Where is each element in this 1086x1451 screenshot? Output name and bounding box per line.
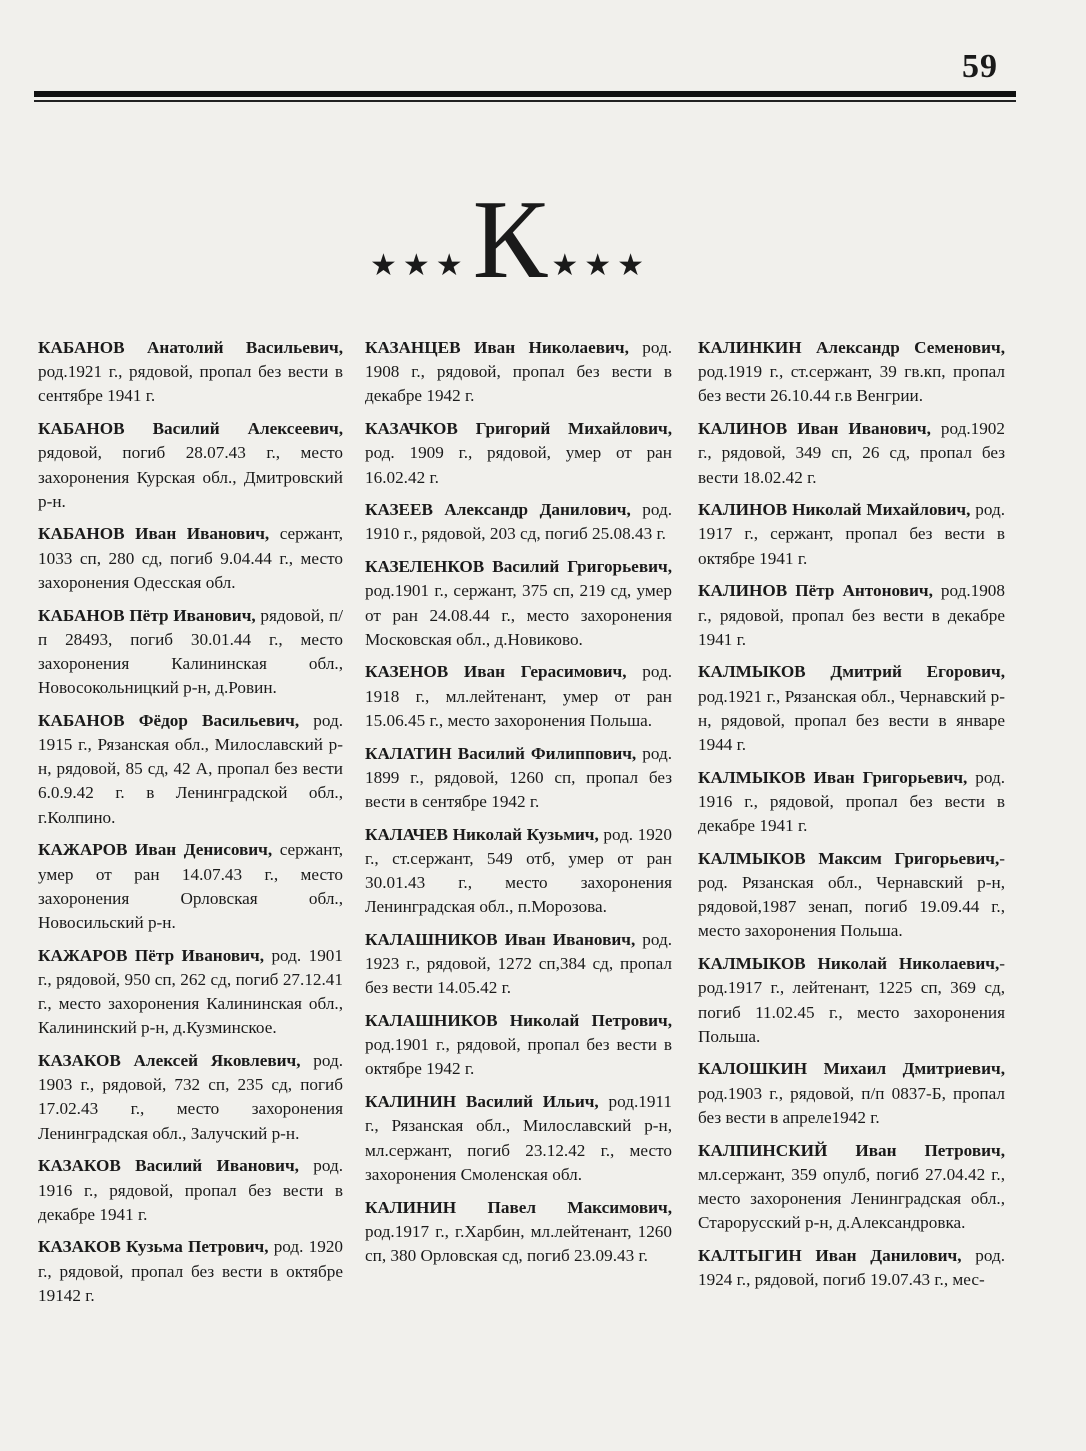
person-name: КАЛАЧЕВ Николай Кузьмич, [365, 824, 599, 844]
person-name: КАЖАРОВ Пётр Иванович, [38, 945, 265, 965]
page-number: 59 [962, 48, 998, 85]
list-item [698, 1244, 1005, 1292]
list-item [365, 1090, 672, 1187]
person-details: -род. Рязанская обл., Чернавский р-н, рядовой,1987 зенап, погиб 19.09.44 г., место захоронения Польша. [698, 848, 1005, 941]
person-name: КАЗАКОВ Кузьма Петрович, [38, 1237, 269, 1257]
person-name: КАЛАШНИКОВ Иван Иванович, [365, 929, 636, 949]
list-item [698, 660, 1005, 757]
list-item [698, 1139, 1005, 1236]
header-rule [34, 91, 1016, 97]
person-details: род.1901 г., сержант, 375 сп, 219 сд, умер от ран 24.08.44 г., место захоронения Московская обл., д.Новиково. [365, 581, 672, 649]
stars-right-icon: ★★★ [551, 249, 651, 282]
person-details: род.1901 г., рядовой, пропал без вести в октябре 1942 г. [365, 1035, 672, 1079]
list-item [365, 823, 672, 920]
list-item [38, 336, 343, 409]
person-details: рядовой, п/п 28493, погиб 30.01.44 г., место захоронения Калининская обл., Новосокольницкий р-н, д.Ровин. [38, 605, 343, 698]
person-details: род.1921 г., Рязанская обл., Чернавский р-н, рядовой, пропал без вести в январе 1944 г. [698, 686, 1005, 755]
person-details: род. 1920 г., ст.сержант, 549 отб, умер от ран 30.01.43 г., место захоронения Ленинградская обл., п.Морозова. [365, 824, 672, 917]
person-name: КАЗЕЛЕНКОВ Василий Григорьевич, [365, 557, 672, 577]
list-item [38, 1049, 343, 1146]
list-item [365, 1196, 672, 1269]
person-name: КАЛОШКИН Михаил Дмитриевич, [698, 1059, 1005, 1079]
person-details: род.1903 г., рядовой, п/п 0837-Б, пропал без вести в апреле1942 г. [698, 1083, 1005, 1127]
letter-heading [340, 178, 680, 302]
list-item [38, 604, 343, 701]
list-item [698, 336, 1005, 409]
person-name: КАЛМЫКОВ Максим Григорьевич, [698, 848, 1000, 868]
person-details: -род.1917 г., лейтенант, 1225 сп, 369 сд, погиб 11.02.45 г., место захоронения Польша. [698, 954, 1005, 1046]
list-item [365, 742, 672, 815]
column-2 [365, 336, 672, 1277]
list-item [698, 579, 1005, 652]
person-details: мл.сержант, 359 опулб, погиб 27.04.42 г., место захоронения Ленинградская обл., Старорусский р-н, д.Александровка. [698, 1164, 1005, 1233]
person-details: сержант, 1033 сп, 280 сд, погиб 9.04.44 г., место захоронения Одесская обл. [38, 524, 343, 592]
person-name: КАЛМЫКОВ Николай Николаевич, [698, 954, 1000, 974]
list-item [365, 660, 672, 733]
person-details: рядовой, погиб 28.07.43 г., место захоронения Курская обл., Дмитровский р-н. [38, 443, 343, 511]
person-name: КАЛИНОВ Пётр Антонович, [698, 581, 933, 601]
stars-left-icon: ★★★ [369, 249, 469, 282]
person-details: род. 1899 г., рядовой, 1260 сп, пропал без вести в сентябре 1942 г. [365, 743, 672, 811]
person-name: КАЗАКОВ Василий Иванович, [38, 1156, 299, 1176]
person-details: род.1902 г., рядовой, 349 сп, 26 сд, пропал без вести 18.02.42 г. [698, 419, 1005, 487]
person-details: род. 1910 г., рядовой, 203 сд, погиб 25.08.43 г. [365, 500, 672, 544]
person-name: КАЛИНОВ Иван Иванович, [698, 419, 931, 439]
list-item [365, 928, 672, 1001]
person-details: род. 1916 г., рядовой, пропал без вести в декабре 1941 г. [38, 1156, 343, 1224]
person-name: КАЗЕЕВ Александр Данилович, [365, 500, 631, 520]
list-item [38, 838, 343, 935]
person-details: род. 1909 г., рядовой, умер от ран 16.02.42 г. [365, 443, 672, 487]
column-1 [38, 336, 343, 1317]
list-item [38, 522, 343, 595]
list-item [38, 417, 343, 514]
list-item [698, 498, 1005, 571]
header-rule-thin [34, 100, 1016, 102]
person-name: КАБАНОВ Фёдор Васильевич, [38, 710, 300, 730]
person-details: род. 1923 г., рядовой, 1272 сп,384 сд, пропал без вести 14.05.42 г. [365, 929, 672, 998]
person-details: род. 1908 г., рядовой, пропал без вести в декабре 1942 г. [365, 338, 672, 406]
list-item [698, 952, 1005, 1049]
person-details: род.1911 г., Рязанская обл., Милославский р-н, мл.сержант, погиб 23.12.42 г., место захоронения Смоленская обл. [365, 1092, 672, 1184]
list-item [38, 1235, 343, 1308]
person-details: род. 1915 г., Рязанская обл., Милославский р-н, рядовой, 85 сд, 42 А, пропал без вести 6.0.9.42 г. в Ленинградской обл., г.Колпино. [38, 710, 343, 827]
person-name: КАЛИНОВ Николай Михайлович, [698, 500, 971, 520]
person-name: КАЛМЫКОВ Дмитрий Егорович, [698, 662, 1005, 682]
list-item [698, 847, 1005, 944]
person-details: род. 1917 г., сержант, пропал без вести в октябре 1941 г. [698, 500, 1005, 568]
list-item [38, 709, 343, 830]
person-details: род.1919 г., ст.сержант, 39 гв.кп, пропал без вести 26.10.44 г.в Венгрии. [698, 362, 1005, 406]
person-name: КАЖАРОВ Иван Денисович, [38, 840, 273, 860]
person-name: КАЗАКОВ Алексей Яковлевич, [38, 1050, 301, 1070]
list-item [38, 944, 343, 1041]
person-name: КАЛМЫКОВ Иван Григорьевич, [698, 767, 968, 787]
person-name: КАЛТЫГИН Иван Данилович, [698, 1245, 962, 1265]
person-details: род.1921 г., рядовой, пропал без вести в сентябре 1941 г. [38, 362, 343, 406]
person-details: род. 1924 г., рядовой, погиб 19.07.43 г., мес- [698, 1245, 1005, 1290]
person-name: КАЛИНИН Павел Максимович, [365, 1197, 672, 1217]
person-name: КАЛАШНИКОВ Николай Петрович, [365, 1011, 672, 1031]
person-details: род. 1903 г., рядовой, 732 сп, 235 сд, погиб 17.02.43 г., место захоронения Ленинградская обл., Залучский р-н. [38, 1050, 343, 1143]
person-details: род. 1920 г., рядовой, пропал без вести в октябре 19142 г. [38, 1237, 344, 1305]
list-item [365, 336, 672, 409]
list-item [698, 417, 1005, 490]
person-name: КАЗАНЦЕВ Иван Николаевич, [365, 338, 629, 357]
person-details: сержант, умер от ран 14.07.43 г., место захоронения Орловская обл., Новосильский р-н. [38, 840, 343, 932]
person-details: род.1908 г., рядовой, пропал без вести в декабре 1941 г. [698, 581, 1005, 649]
person-name: КАЛАТИН Василий Филиппович, [365, 743, 637, 763]
list-item [365, 498, 672, 546]
person-name: КАЛИНИН Василий Ильич, [365, 1092, 599, 1112]
list-item [698, 1057, 1005, 1130]
list-item [365, 1009, 672, 1082]
list-item [38, 1154, 343, 1227]
person-details: род.1917 г., г.Харбин, мл.лейтенант, 1260 сп, 380 Орловская сд, погиб 23.09.43 г. [365, 1221, 672, 1265]
person-name: КАЗАЧКОВ Григорий Михайлович, [365, 419, 672, 439]
list-item [365, 417, 672, 490]
person-details: род. 1901 г., рядовой, 950 сп, 262 сд, погиб 27.12.41 г., место захоронения Калининская обл., Калининский р-н, д.Кузминское. [38, 945, 343, 1038]
person-name: КАЗЕНОВ Иван Герасимович, [365, 662, 627, 682]
person-details: род. 1916 г., рядовой, пропал без вести в декабре 1941 г. [698, 767, 1006, 836]
column-3 [698, 336, 1005, 1301]
person-name: КАБАНОВ Василий Алексеевич, [38, 419, 343, 439]
list-item [365, 555, 672, 652]
person-name: КАЛПИНСКИЙ Иван Петрович, [698, 1140, 1005, 1160]
section-letter: К [472, 178, 548, 302]
person-name: КАБАНОВ Пётр Иванович, [38, 605, 256, 625]
list-item [698, 766, 1005, 839]
person-details: род. 1918 г., мл.лейтенант, умер от ран 15.06.45 г., место захоронения Польша. [365, 662, 673, 730]
person-name: КАЛИНКИН Александр Семенович, [698, 338, 1005, 357]
person-name: КАБАНОВ Иван Иванович, [38, 524, 270, 544]
person-name: КАБАНОВ Анатолий Васильевич, [38, 338, 343, 357]
